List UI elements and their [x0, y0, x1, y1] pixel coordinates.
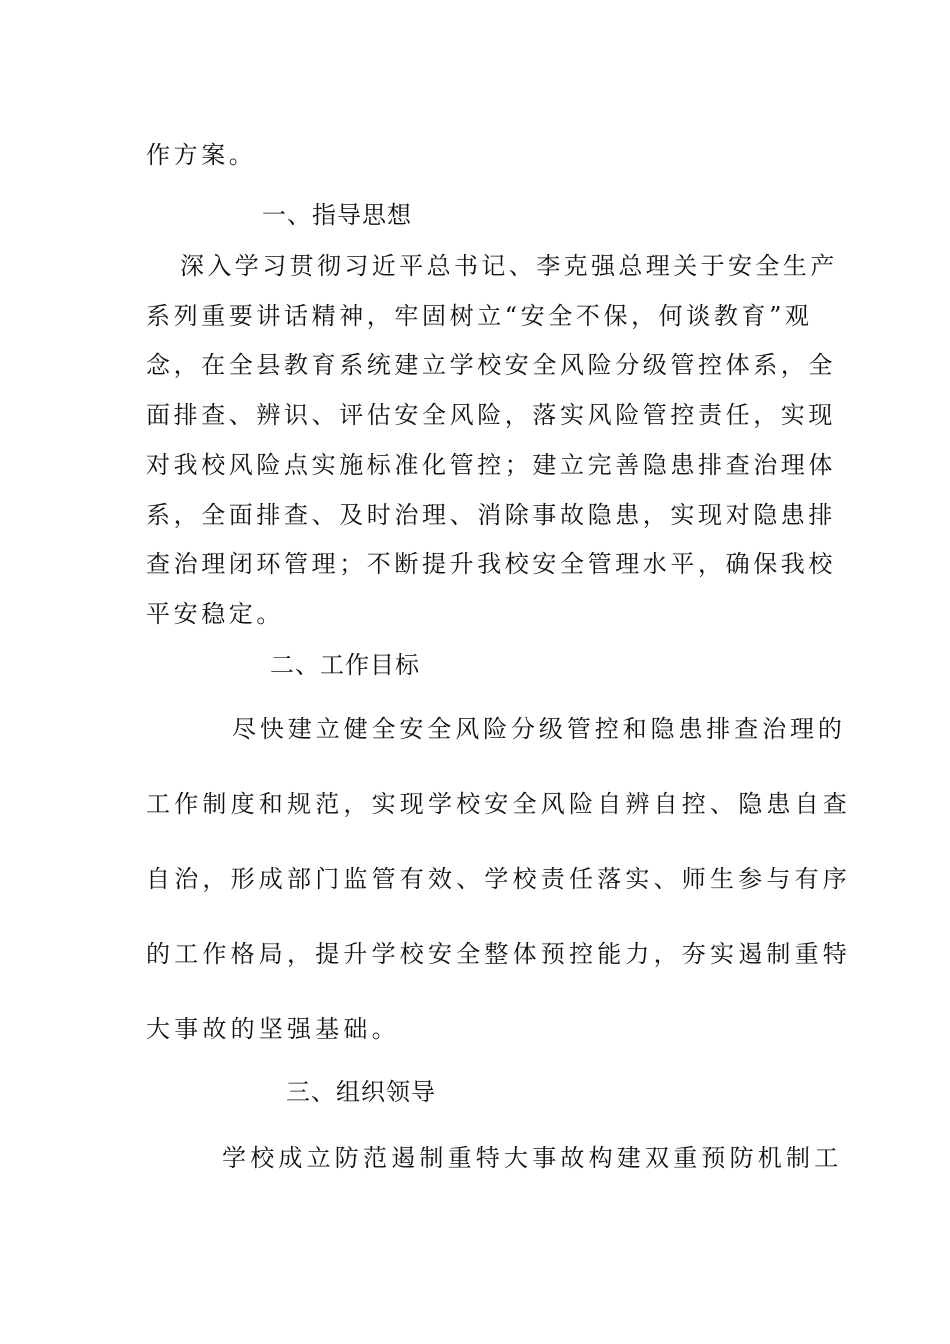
paragraph-line: 大事故的坚强基础。 — [146, 1015, 400, 1043]
paragraph-line: 念，在全县教育系统建立学校安全风险分级管控体系，全 — [146, 351, 836, 379]
paragraph-line: 的工作格局，提升学校安全整体预控能力，夯实遏制重特 — [146, 940, 851, 968]
section-heading-organization: 三、组织领导 — [286, 1078, 436, 1106]
section-heading-work-goals: 二、工作目标 — [270, 651, 420, 679]
paragraph-line: 尽快建立健全安全风险分级管控和隐患排查治理的 — [232, 715, 846, 743]
paragraph-line: 对我校风险点实施标准化管控；建立完善隐患排查治理体 — [146, 451, 836, 479]
paragraph-line: 面排查、辨识、评估安全风险，落实风险管控责任，实现 — [146, 401, 836, 429]
paragraph-line: 自治，形成部门监管有效、学校责任落实、师生参与有序 — [146, 865, 851, 893]
paragraph-line: 系列重要讲话精神，牢固树立“安全不保，何谈教育”观 — [146, 302, 813, 330]
paragraph-line: 查治理闭环管理；不断提升我校安全管理水平，确保我校 — [146, 550, 836, 578]
paragraph-line: 平安稳定。 — [146, 600, 284, 628]
section-heading-guiding-ideology: 一、指导思想 — [262, 201, 412, 229]
intro-tail-text: 作方案。 — [146, 141, 257, 169]
paragraph-line: 系，全面排查、及时治理、消除事故隐患，实现对隐患排 — [146, 501, 836, 529]
paragraph-line: 深入学习贯彻习近平总书记、李克强总理关于安全生产 — [180, 252, 838, 280]
paragraph-line: 学校成立防范遏制重特大事故构建双重预防机制工 — [222, 1144, 843, 1172]
paragraph-line: 工作制度和规范，实现学校安全风险自辨自控、隐患自查 — [146, 790, 851, 818]
